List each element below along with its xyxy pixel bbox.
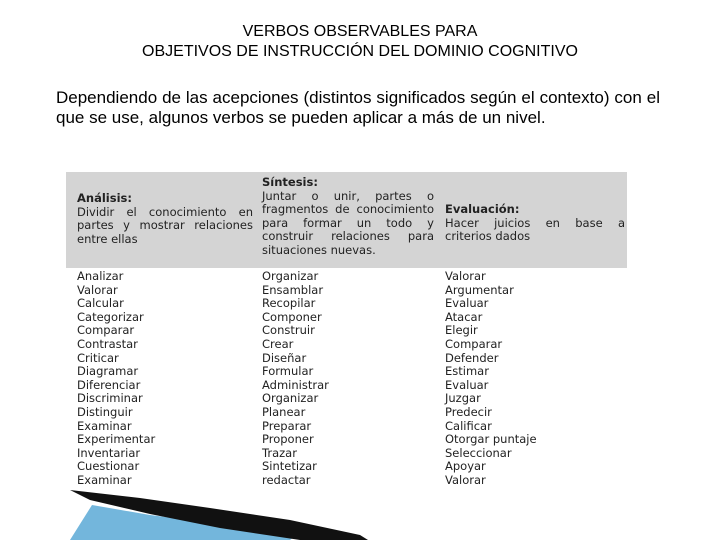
verb-item: Comparar bbox=[445, 336, 503, 351]
verb-item: Formular bbox=[262, 364, 314, 379]
verb-item: Valorar bbox=[445, 472, 486, 487]
verb-item: Criticar bbox=[77, 350, 119, 365]
verb-item: Cuestionar bbox=[77, 459, 140, 474]
verb-item: Estimar bbox=[445, 364, 489, 379]
verb-item: Contrastar bbox=[77, 336, 138, 351]
verb-item: Predecir bbox=[445, 404, 492, 419]
column-description: Dividir el conocimiento en partes y mostrar relaciones entre ellas bbox=[77, 204, 253, 246]
verb-item: Construir bbox=[262, 323, 315, 338]
verb-item: Organizar bbox=[262, 269, 319, 283]
verb-item: Organizar bbox=[262, 391, 319, 406]
column-description: Juntar o unir, partes o fragmentos de conocimiento para formar un todo y construir relaciones para situaciones nuevas. bbox=[262, 188, 434, 257]
verb-item: redactar bbox=[262, 472, 311, 487]
verb-item: Sintetizar bbox=[262, 459, 317, 474]
verb-item: Apoyar bbox=[445, 459, 486, 474]
verb-item: Proponer bbox=[262, 432, 314, 447]
verb-item: Evaluar bbox=[445, 377, 489, 392]
verb-item: Otorgar puntaje bbox=[445, 432, 537, 447]
title-line-2: OBJETIVOS DE INSTRUCCIÓN DEL DOMINIO COGNITIVO bbox=[142, 43, 578, 60]
verb-item: Categorizar bbox=[77, 309, 144, 324]
verb-item: Evaluar bbox=[445, 296, 489, 311]
verb-item: Calificar bbox=[445, 418, 492, 433]
verb-item: Crear bbox=[262, 336, 294, 351]
verb-item: Trazar bbox=[262, 445, 297, 460]
column-title: Evaluación: bbox=[445, 202, 520, 216]
verb-item: Diagramar bbox=[77, 364, 139, 379]
column-description: Hacer juicios en base a criterios dados bbox=[445, 215, 625, 243]
intro-paragraph: Dependiendo de las acepciones (distintos significados según el contexto) con el que se use, algunos verbos se pueden aplicar a más de un nivel. bbox=[56, 88, 660, 127]
verb-item: Discriminar bbox=[77, 391, 143, 406]
verb-item: Administrar bbox=[262, 377, 329, 392]
verb-item: Diseñar bbox=[262, 350, 307, 365]
verb-item: Calcular bbox=[77, 296, 124, 311]
verb-item: Defender bbox=[445, 350, 499, 365]
verb-item: Valorar bbox=[77, 282, 118, 297]
verb-item: Seleccionar bbox=[445, 445, 512, 460]
column-title: Síntesis: bbox=[262, 175, 318, 189]
verb-item: Atacar bbox=[445, 309, 483, 324]
verb-item: Distinguir bbox=[77, 404, 133, 419]
verb-item: Preparar bbox=[262, 418, 312, 433]
verb-item: Ensamblar bbox=[262, 282, 324, 297]
verb-item: Experimentar bbox=[77, 432, 156, 447]
verb-item: Componer bbox=[262, 309, 322, 324]
verb-item: Elegir bbox=[445, 323, 478, 338]
verb-item: Inventariar bbox=[77, 445, 141, 460]
verb-item: Planear bbox=[262, 404, 306, 419]
verb-item: Comparar bbox=[77, 323, 135, 338]
title-line-1: VERBOS OBSERVABLES PARA bbox=[242, 23, 478, 40]
verb-item: Juzgar bbox=[445, 391, 481, 406]
column-title: Análisis: bbox=[77, 191, 132, 205]
verb-item: Argumentar bbox=[445, 282, 514, 297]
verb-item: Recopilar bbox=[262, 296, 316, 311]
verb-item: Valorar bbox=[445, 269, 486, 283]
verb-item: Examinar bbox=[77, 472, 132, 487]
verb-item: Examinar bbox=[77, 418, 132, 433]
verb-item: Analizar bbox=[77, 269, 124, 283]
verb-item: Diferenciar bbox=[77, 377, 141, 392]
